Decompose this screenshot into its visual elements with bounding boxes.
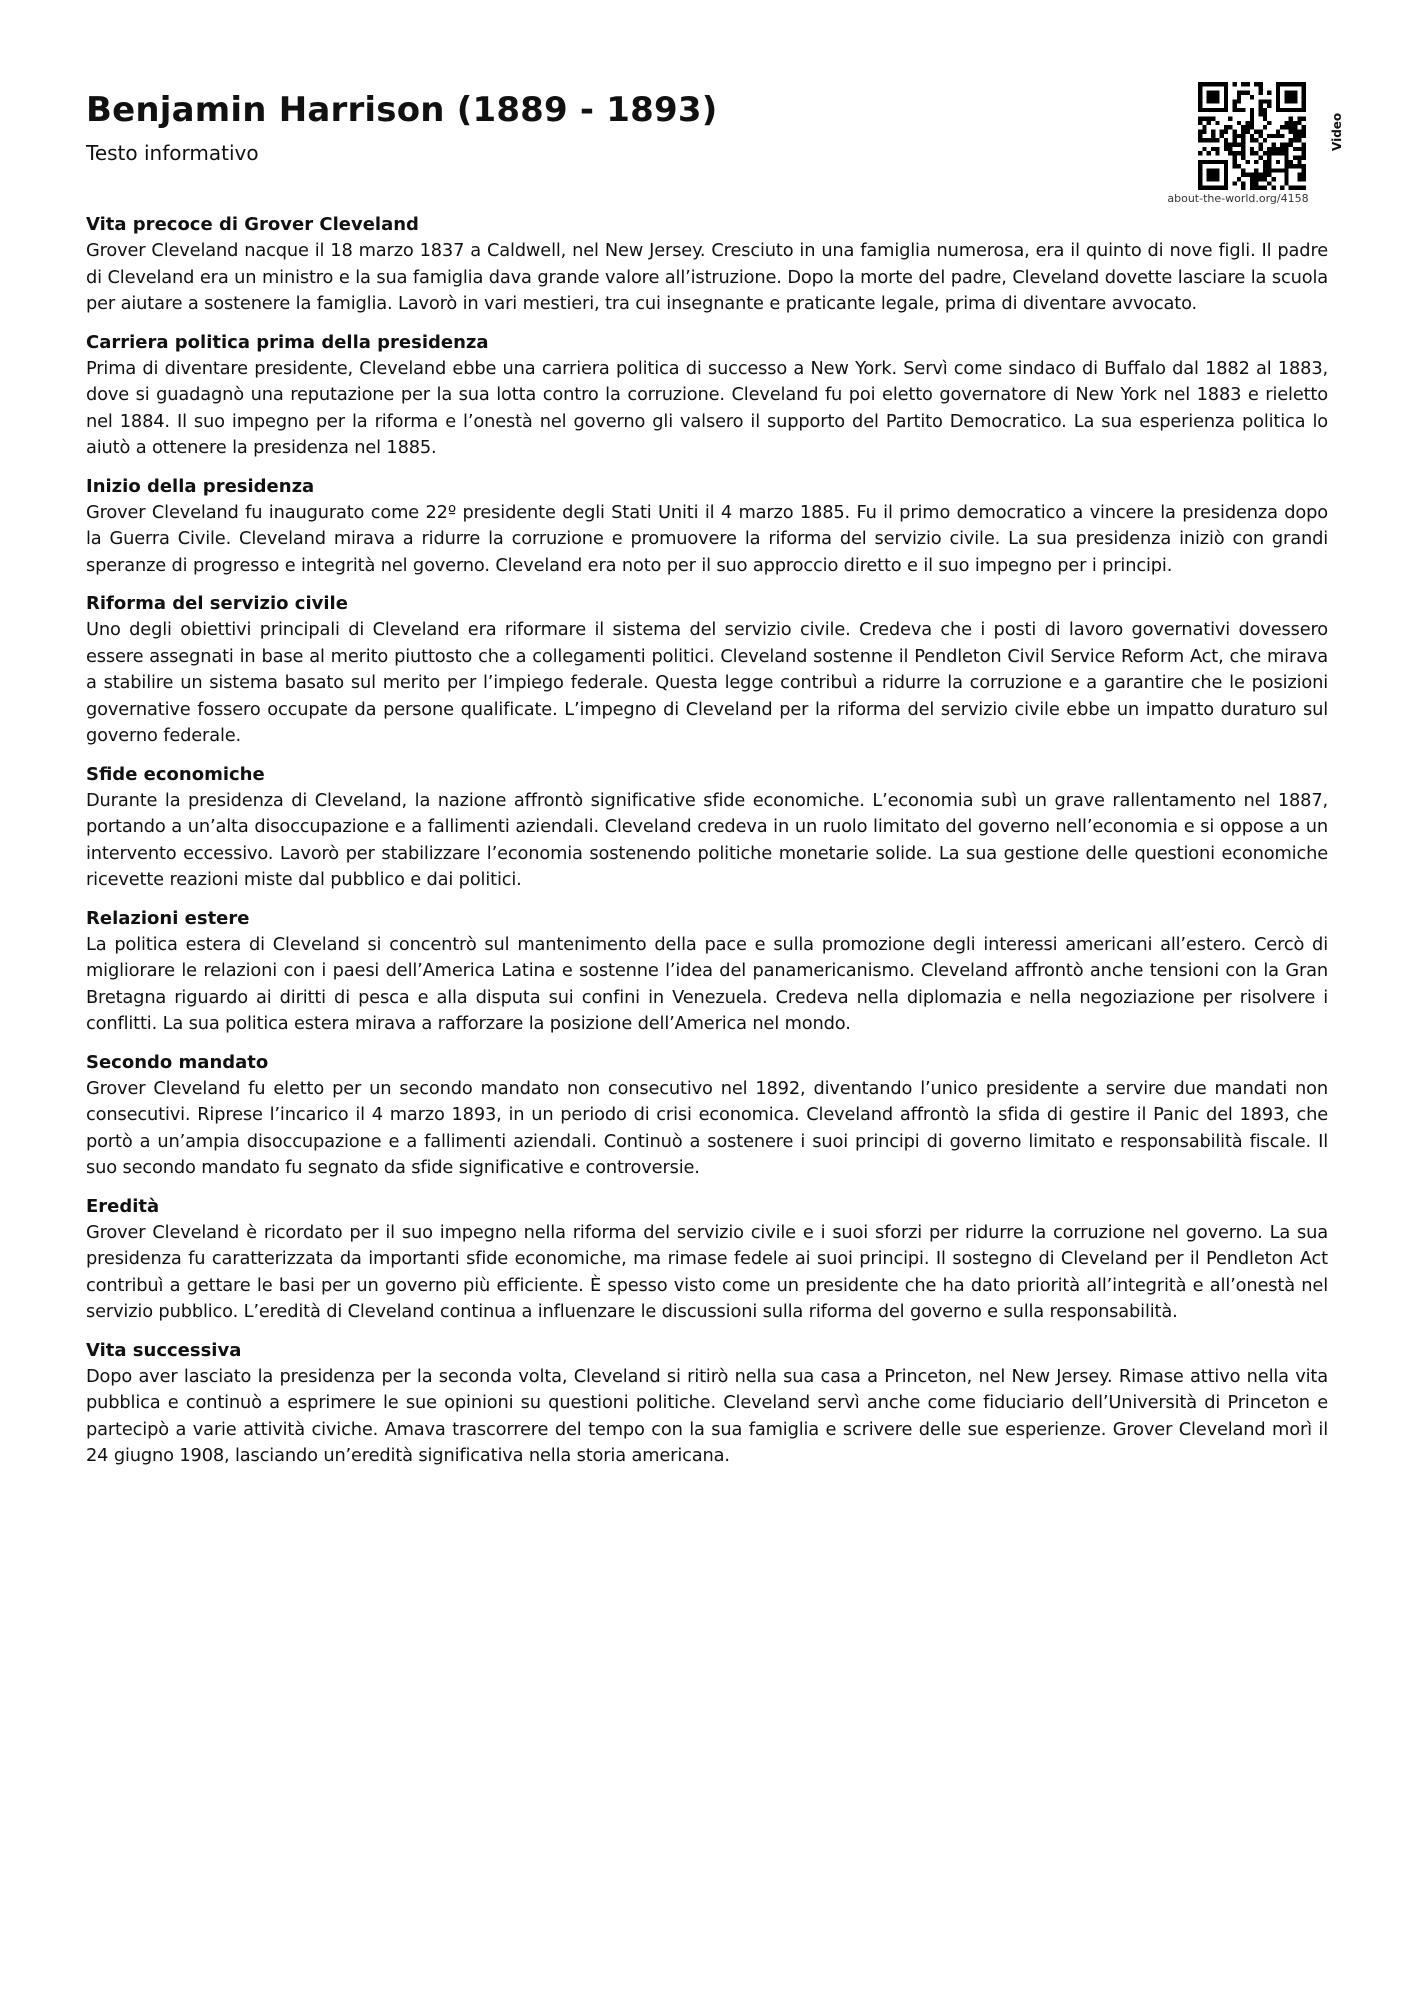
section-heading: Vita precoce di Grover Cleveland (86, 214, 419, 235)
section-vita-successiva (86, 1338, 1328, 1470)
section-body: Grover Cleveland fu inaugurato come 22º presidente degli Stati Uniti il 4 marzo 1885. Fu il primo democratico a vincere la presidenza dopo la Guerra Civile. Cleveland mirava a ridurre la corruzione e promuovere la riforma del servizio civile. La sua presidenza iniziò con grandi speranze di progresso e integrità nel governo. Cleveland era noto per il suo approccio diretto e il suo impegno per i principi. (86, 501, 1328, 576)
qr-code-icon[interactable] (1198, 82, 1306, 190)
section-body: La politica estera di Cleveland si concentrò sul mantenimento della pace e sulla promozione degli interessi americani all’estero. Cercò di migliorare le relazioni con i paesi dell’America Latina e sostenne l’idea del panamericanismo. Cleveland affrontò anche tensioni con la Gran Bretagna riguardo ai diritti di pesca e alla disputa sui confini in Venezuela. Credeva nella diplomazia e nella negoziazione per risolvere i conflitti. La sua politica estera mirava a rafforzare la posizione dell’America nel mondo. (86, 933, 1328, 1034)
section-vita-precoce (86, 212, 1328, 318)
sections-container (86, 212, 1328, 1470)
page-title: Benjamin Harrison (1889 - 1893) (86, 90, 718, 130)
section-heading: Riforma del servizio civile (86, 593, 348, 614)
qr-block[interactable] (1116, 82, 1344, 212)
section-relazioni-estere (86, 906, 1328, 1038)
section-heading: Vita successiva (86, 1339, 242, 1361)
section-heading: Inizio della presidenza (86, 475, 315, 497)
section-body: Grover Cleveland nacque il 18 marzo 1837 a Caldwell, nel New Jersey. Cresciuto in una famiglia numerosa, era il quinto di nove figli. Il padre di Cleveland era un ministro e la sua famiglia dava grande valore all’istruzione. Dopo la morte del padre, Cleveland dovette lasciare la scuola per aiutare a sostenere la famiglia. Lavorò in vari mestieri, tra cui insegnante e praticante legale, prima di diventare avvocato. (86, 240, 1328, 314)
section-heading: Eredità (86, 1195, 160, 1217)
section-heading: Relazioni estere (86, 907, 250, 929)
section-body: Grover Cleveland fu eletto per un secondo mandato non consecutivo nel 1892, diventando l’unico presidente a servire due mandati non consecutivi. Riprese l’incarico il 4 marzo 1893, in un periodo di crisi economica. Cleveland affrontò la sfida di gestire il Panic del 1893, che portò a un’ampia disoccupazione e a fallimenti aziendali. Continuò a sostenere i suoi principi di governo limitato e responsabilità fiscale. Il suo secondo mandato fu segnato da sfide significative e controversie. (86, 1077, 1328, 1178)
section-eredita (86, 1194, 1328, 1326)
section-secondo-mandato (86, 1050, 1328, 1182)
section-carriera-politica (86, 330, 1328, 462)
section-body: Dopo aver lasciato la presidenza per la seconda volta, Cleveland si ritirò nella sua casa a Princeton, nel New Jersey. Rimase attivo nella vita pubblica e continuò a esprimere le sue opinioni su questioni politiche. Cleveland servì anche come fiduciario dell’Università di Princeton e partecipò a varie attività civiche. Amava trascorrere del tempo con la sua famiglia e scrivere delle sue esperienze. Grover Cleveland morì il 24 giugno 1908, lasciando un’eredità significativa nella storia americana. (86, 1365, 1328, 1466)
section-heading: Carriera politica prima della presidenza (86, 331, 489, 353)
document-page (86, 86, 1344, 1482)
section-sfide-economiche (86, 762, 1328, 894)
section-heading: Sfide economiche (86, 763, 265, 785)
section-body: Grover Cleveland è ricordato per il suo impegno nella riforma del servizio civile e i suoi sforzi per ridurre la corruzione nel governo. La sua presidenza fu caratterizzata da importanti sfide economiche, ma rimase fedele ai suoi principi. Il sostegno di Cleveland per il Pendleton Act contribuì a gettare le basi per un governo più efficiente. È spesso visto come un presidente che ha dato priorità all’integrità e all’onestà nel servizio pubblico. L’eredità di Cleveland continua a influenzare le discussioni sulla riforma del governo e sulla responsabilità. (86, 1221, 1328, 1322)
section-body: Durante la presidenza di Cleveland, la nazione affrontò significative sfide economiche. L’economia subì un grave rallentamento nel 1887, portando a un’alta disoccupazione e a fallimenti aziendali. Cleveland credeva in un ruolo limitato del governo nell’economia e si oppose a un intervento eccessivo. Lavorò per stabilizzare l’economia sostenendo politiche monetarie solide. La sua gestione delle questioni economiche ricevette reazioni miste dal pubblico e dai politici. (86, 789, 1328, 890)
section-body: Uno degli obiettivi principali di Cleveland era riformare il sistema del servizio civile. Credeva che i posti di lavoro governativi dovessero essere assegnati in base al merito piuttosto che a collegamenti politici. Cleveland sostenne il Pendleton Civil Service Reform Act, che mirava a stabilire un sistema basato sul merito per l’impiego federale. Questa legge contribuì a ridurre la corruzione e a garantire che le posizioni governative fossero occupate da persone qualificate. L’impegno di Cleveland per la riforma del servizio civile ebbe un impatto duraturo sul governo federale. (86, 619, 1328, 746)
section-body: Prima di diventare presidente, Cleveland ebbe una carriera politica di successo a New York. Servì come sindaco di Buffalo dal 1882 al 1883, dove si guadagnò una reputazione per la sua lotta contro la corruzione. Cleveland fu poi eletto governatore di New York nel 1883 e rieletto nel 1884. Il suo impegno per la riforma e l’onestà nel governo gli valsero il supporto del Partito Democratico. La sua esperienza politica lo aiutò a ottenere la presidenza nel 1885. (86, 357, 1328, 458)
video-label: Video (1330, 112, 1344, 152)
section-heading: Secondo mandato (86, 1051, 269, 1073)
section-riforma-servizio-civile (86, 591, 1328, 750)
page-subtitle: Testo informativo (86, 141, 259, 165)
qr-link-text[interactable]: about-the-world.org/4158 (1167, 192, 1309, 205)
section-inizio-presidenza (86, 474, 1328, 580)
